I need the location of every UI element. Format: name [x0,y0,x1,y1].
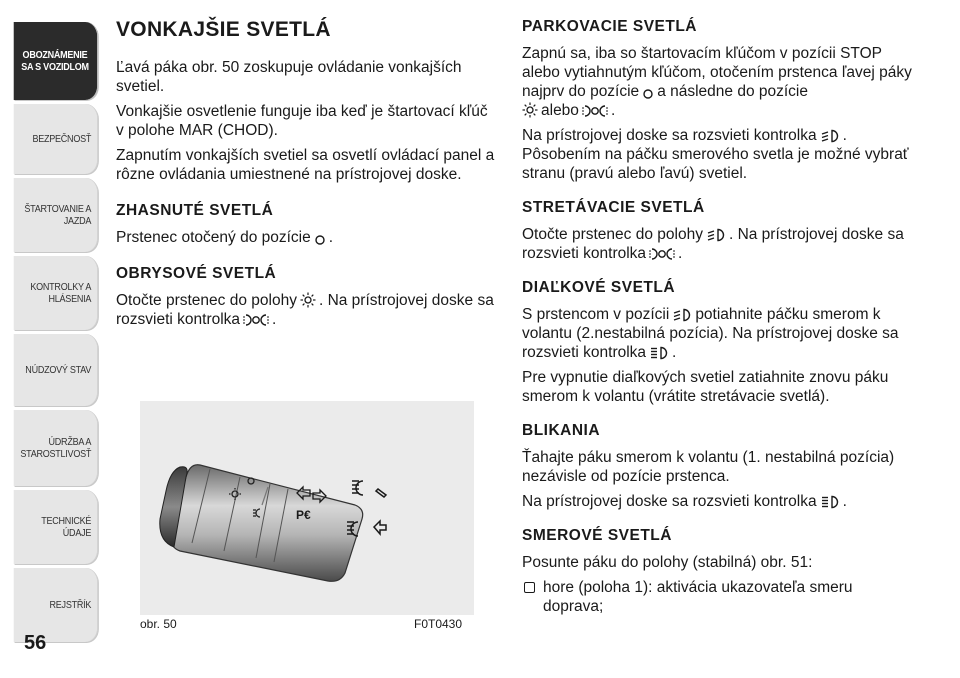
intro-paragraph-2: Vonkajšie osvetlenie funguje iba keď je štartovací kľúč v polohe MAR (CHOD). [116,103,488,139]
section-heading-high-beam: DIAĽKOVÉ SVETLÁ [522,279,676,296]
flash-paragraph-1: Ťahajte páku smerom k volantu (1. nestabilná pozícia) nezávisle od pozície prstenca. [522,449,895,485]
side-light-indicator-icon [649,247,675,261]
ring-off-icon [642,87,654,99]
tab-udrzba[interactable] [14,410,98,486]
tab-nudzovy-stav[interactable] [14,334,98,406]
tab-label: OBOZNÁMENIE SA S VOZIDLOM [21,49,89,73]
figure-caption: obr. 50 [140,617,177,631]
park-end-2: . [842,127,847,144]
high-beam-icon [649,346,669,360]
park-text-3: alebo [541,102,579,119]
section-heading-off: ZHASNUTÉ SVETLÁ [116,202,274,219]
low-end: . [678,245,683,262]
parking-paragraph-2 [522,126,917,183]
high-beam-paragraph-1 [522,305,917,362]
intro-paragraph-1: Ľavá páka obr. 50 zoskupuje ovládanie vonkajších svetiel. [116,59,462,95]
page-number: 56 [24,632,47,654]
flash-paragraph-2 [522,492,917,511]
section-heading-low-beam: STRETÁVACIE SVETLÁ [522,199,705,216]
left-column [116,18,498,335]
side-light-sun-icon [522,102,538,118]
intro-paragraph-3: Zapnutím vonkajších svetiel sa osvetlí ovládací panel a rôzne ovládania umiestnené na prístrojovej doske. [116,147,495,183]
low-beam-icon [706,228,726,242]
flash-text-2: Na prístrojovej doske sa rozsvieti kontrolka [522,493,817,510]
off-text: Prstenec otočený do pozície [116,229,311,246]
tab-label: BEZPEČNOSŤ [32,133,92,145]
lever-label: P€ [296,508,311,522]
list-item [522,578,917,616]
low-beam-icon [672,308,692,322]
page-title: VONKAJŠIE SVETLÁ [116,18,331,41]
tab-label: TECHNICKÉ ÚDAJE [41,515,92,539]
right-column [522,18,917,616]
low-beam-paragraph [522,225,917,263]
tab-technicke-udaje[interactable] [14,490,98,564]
tab-bezpecnost[interactable] [14,104,98,174]
side-light-indicator-icon [243,313,269,327]
ring-off-icon [314,231,326,245]
low-text-2: . Na prístrojovej doske sa rozsvieti kontrolka [522,226,904,262]
lever-figure [140,401,474,615]
turn-paragraph: Posunte páku do polohy (stabilná) obr. 51: [522,554,813,571]
tab-label: KONTROLKY A HLÁSENIA [30,281,92,305]
side-text-1: Otočte prstenec do polohy [116,292,297,309]
tab-startovanie[interactable] [14,178,98,252]
side-text-2: . Na prístrojovej doske sa rozsvieti kontrolka [116,292,494,328]
light-lever-illustration [140,401,474,615]
tab-label: NÚDZOVÝ STAV [25,364,92,376]
figure-code: F0T0430 [414,617,463,631]
tab-label: ŠTARTOVANIE A JAZDA [24,203,92,227]
high-beam-paragraph-2: Pre vypnutie diaľkových svetiel zatiahnite znovu páku smerom k volantu (vrátite stretávacie svetlá). [522,369,889,405]
side-lights-paragraph [116,291,498,329]
section-heading-flash: BLIKANIA [522,422,601,439]
park-text-1: Zapnú sa, iba so štartovacím kľúčom v pozícii STOP alebo vytiahnutým kľúčom, otočením prstenca ľavej páky najprv do pozície [522,45,912,100]
park-text-5: Pôsobením na páčku smerového svetla je možné vybrať stranu (pravú alebo ľavú) svetiel. [522,146,909,182]
section-heading-side-lights: OBRYSOVÉ SVETLÁ [116,265,277,282]
parking-paragraph-1 [522,44,917,120]
park-end: . [610,102,616,119]
tab-oboznamenie[interactable] [14,22,98,100]
section-heading-turn-signals: SMEROVÉ SVETLÁ [522,527,672,544]
side-light-sun-icon [300,292,316,308]
bullet-square-icon [524,582,535,593]
low-text-1: Otočte prstenec do polohy [522,226,703,243]
park-text-2: a následne do pozície [657,83,808,100]
tab-kontrolky[interactable] [14,256,98,330]
high-end: . [672,344,677,361]
off-paragraph [116,228,498,247]
off-end: . [328,229,334,246]
tab-label: REJSTŘÍK [49,599,92,611]
turn-bullet-text: hore (poloha 1): aktivácia ukazovateľa smeru doprava; [543,579,853,615]
section-heading-parking: PARKOVACIE SVETLÁ [522,18,697,35]
low-beam-icon [820,129,840,143]
park-text-4: Na prístrojovej doske sa rozsvieti kontrolka [522,127,817,144]
tab-rejstrik[interactable] [14,568,98,642]
high-beam-icon [820,495,840,509]
side-end: . [272,311,277,328]
high-text-1: S prstencom v pozícii [522,306,670,323]
high-text-2: potiahnite páčku smerom k volantu (2.nestabilná pozícia). Na prístrojovej doske sa rozsvieti kontrolka [522,306,899,361]
flash-end: . [842,493,847,510]
tab-label: ÚDRŽBA A STAROSTLIVOSŤ [20,436,92,460]
side-light-indicator-icon [582,104,608,118]
